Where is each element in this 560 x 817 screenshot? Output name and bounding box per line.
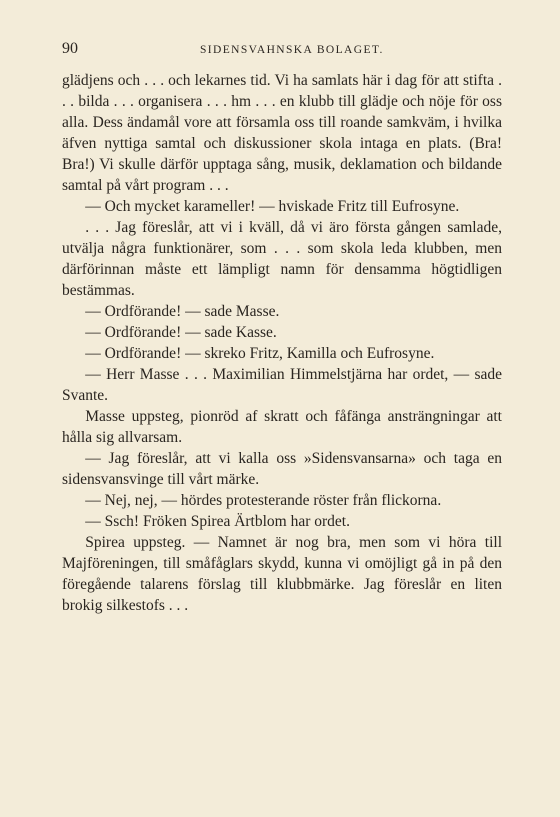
paragraph: — Och mycket karameller! — hviskade Fritz till Eufrosyne.: [85, 198, 460, 215]
paragraph: — Herr Masse . . . Maximilian Himmelstjärna har ordet, — sade Svante.: [62, 366, 502, 404]
paragraph: — Ordförande! — sade Masse.: [85, 303, 280, 320]
page-header: [62, 40, 502, 62]
paragraph: . . . Jag föreslår, att vi i kväll, då vi äro första gången samlade, utvälja några funktionärer, som . . . som skola leda klubben, men därförinnan måste ett lämpligt namn för densamma högtidligen bestämmas.: [62, 219, 502, 299]
paragraph: Spirea uppsteg. — Namnet är nog bra, men som vi höra till Majföreningen, till småfåglars skydd, kunna vi omöjligt gå in på den föregående talarens förslag till klubbmärke. Jag föreslår en liten brokig silkestofs . . .: [62, 534, 502, 614]
page-number: 90: [62, 40, 78, 57]
paragraph: glädjens och . . . och lekarnes tid. Vi ha samlats här i dag för att stifta . . . bilda . . . organisera . . . hm . . . en klubb till glädje och nöje för oss alla. Dess ändamål vore att församla oss till roande samkväm, i hvilka äfven nyttiga samtal och diskussioner skola intaga en plats. (Bra! Bra!) Vi skulle därför upptaga sång, musik, deklamation och bildande samtal på vårt program . . .: [62, 72, 502, 194]
paragraph: Masse uppsteg, pionröd af skratt och fåfänga ansträngningar att hålla sig allvarsam.: [62, 408, 502, 446]
body-text: [62, 70, 502, 616]
paragraph: — Jag föreslår, att vi kalla oss »Sidensvansarna» och taga en sidensvansvinge till vårt märke.: [62, 450, 502, 488]
paragraph: — Nej, nej, — hördes protesterande röster från flickorna.: [85, 492, 442, 509]
paragraph: — Ordförande! — sade Kasse.: [85, 324, 277, 341]
paragraph: — Ordförande! — skreko Fritz, Kamilla och Eufrosyne.: [85, 345, 435, 362]
paragraph: — Ssch! Fröken Spirea Ärtblom har ordet.: [85, 513, 350, 530]
running-title: SIDENSVAHNSKA BOLAGET.: [200, 44, 384, 56]
